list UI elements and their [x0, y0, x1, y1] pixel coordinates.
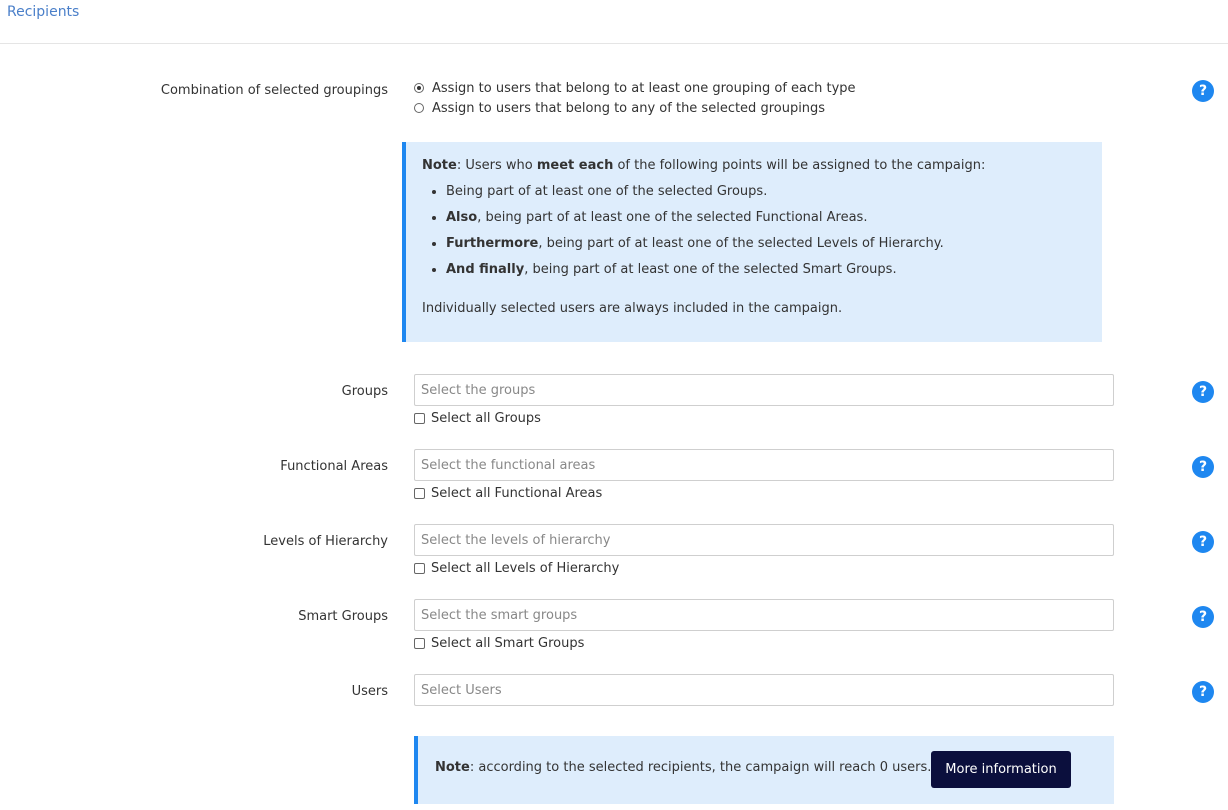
help-icon[interactable]: ?: [1192, 381, 1214, 403]
checkbox[interactable]: [414, 488, 425, 499]
help-icon[interactable]: ?: [1192, 80, 1214, 102]
checkbox[interactable]: [414, 413, 425, 424]
select-all-smart-groups[interactable]: [414, 634, 584, 652]
functional-areas-select[interactable]: [414, 449, 1114, 481]
checkbox-label: Select all Levels of Hierarchy: [431, 560, 620, 576]
help-icon[interactable]: ?: [1192, 456, 1214, 478]
reach-note: [414, 736, 1114, 804]
help-icon[interactable]: ?: [1192, 606, 1214, 628]
reach-note-text: Note: according to the selected recipients, the campaign will reach 0 users.: [435, 760, 932, 775]
radio-option-each-type[interactable]: [414, 79, 856, 97]
checkbox-label: Select all Smart Groups: [431, 635, 585, 651]
levels-label: Levels of Hierarchy: [263, 534, 388, 549]
radio-button[interactable]: [414, 103, 424, 113]
combination-label: Combination of selected groupings: [160, 83, 388, 98]
radio-option-label: Assign to users that belong to at least one grouping of each type: [432, 80, 856, 96]
list-item: • Being part of at least one of the selected Groups.: [446, 182, 944, 208]
help-icon[interactable]: ?: [1192, 531, 1214, 553]
checkbox-label: Select all Groups: [431, 410, 541, 426]
radio-button-checked[interactable]: [414, 83, 424, 93]
select-all-groups[interactable]: [414, 409, 541, 427]
note-outro: Individually selected users are always included in the campaign.: [422, 301, 843, 316]
radio-option-any[interactable]: [414, 99, 825, 117]
select-all-functional-areas[interactable]: [414, 484, 602, 502]
tab-bar: [0, 0, 1228, 44]
select-all-levels[interactable]: [414, 559, 619, 577]
users-label: Users: [351, 684, 388, 699]
smart-groups-label: Smart Groups: [298, 609, 388, 624]
list-item: • Furthermore, being part of at least one of the selected Levels of Hierarchy.: [446, 234, 944, 260]
checkbox[interactable]: [414, 563, 425, 574]
groups-select[interactable]: [414, 374, 1114, 406]
info-note: [402, 142, 1102, 342]
groups-label: Groups: [341, 384, 388, 399]
note-intro: Note: Users who meet each of the following points will be assigned to the campaign:: [422, 158, 986, 173]
radio-option-label: Assign to users that belong to any of the selected groupings: [432, 100, 826, 116]
checkbox[interactable]: [414, 638, 425, 649]
note-points: [422, 182, 944, 286]
list-item: • And finally, being part of at least one of the selected Smart Groups.: [446, 260, 944, 286]
more-information-button[interactable]: More information: [931, 751, 1071, 788]
tab-recipients[interactable]: Recipients: [7, 4, 80, 20]
help-icon[interactable]: ?: [1192, 681, 1214, 703]
list-item: • Also, being part of at least one of the selected Functional Areas.: [446, 208, 944, 234]
levels-select[interactable]: [414, 524, 1114, 556]
smart-groups-select[interactable]: [414, 599, 1114, 631]
checkbox-label: Select all Functional Areas: [431, 485, 603, 501]
functional-areas-label: Functional Areas: [280, 459, 388, 474]
users-select[interactable]: [414, 674, 1114, 706]
